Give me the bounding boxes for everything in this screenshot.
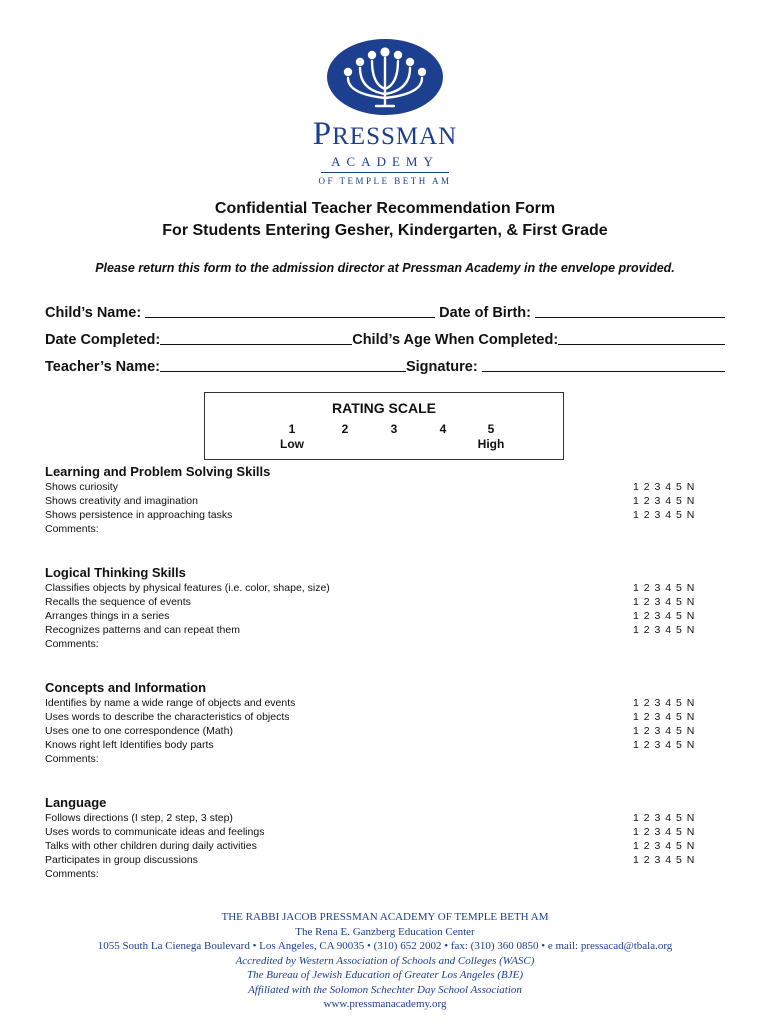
rating-scale-box xyxy=(204,392,564,460)
comments-label: Comments: xyxy=(45,753,99,765)
rating-options[interactable]: 1 2 3 4 5 N xyxy=(633,509,695,521)
footer-accreditation: Accredited by Western Association of Schools and Colleges (WASC) xyxy=(235,954,535,967)
field-row-teacher xyxy=(45,355,725,375)
scale-high-label: High xyxy=(477,437,505,451)
rating-options[interactable]: 1 2 3 4 5 N xyxy=(633,610,695,622)
rating-options[interactable]: 1 2 3 4 5 N xyxy=(633,812,695,824)
footer-address: 1055 South La Cienega Boulevard • Los Angeles, CA 90035 • (310) 652 2002 • fax: (310) 360 0850 • e mail: pressacad@tbala.org xyxy=(97,940,673,952)
scale-number-2: 2 xyxy=(341,422,349,436)
section-learning xyxy=(45,463,705,536)
date-completed-line[interactable] xyxy=(160,328,352,345)
section-language xyxy=(45,794,705,881)
list-item: Follows directions (I step, 2 step, 3 step) 1 2 3 4 5 N xyxy=(45,812,695,824)
date-completed-label: Date Completed: xyxy=(45,332,161,348)
list-item: Uses words to communicate ideas and feelings 1 2 3 4 5 N xyxy=(45,826,695,838)
menorah-children-icon xyxy=(326,38,444,116)
instructions: Please return this form to the admission director at Pressman Academy in the envelope provided. xyxy=(95,261,675,275)
section-concepts xyxy=(45,679,705,766)
teachers-name-line[interactable] xyxy=(160,355,406,372)
list-item: Uses words to describe the characteristics of objects 1 2 3 4 5 N xyxy=(45,711,695,723)
brand-wordmark xyxy=(0,116,770,187)
childs-name-label: Child’s Name: xyxy=(45,305,142,321)
rating-options[interactable]: 1 2 3 4 5 N xyxy=(633,481,695,493)
rating-options[interactable]: 1 2 3 4 5 N xyxy=(633,711,695,723)
rating-options[interactable]: 1 2 3 4 5 N xyxy=(633,495,695,507)
rating-options[interactable]: 1 2 3 4 5 N xyxy=(633,725,695,737)
footer-center-name: The Rena E. Ganzberg Education Center xyxy=(295,925,475,938)
section-title: Language xyxy=(45,795,107,810)
list-item: Knows right left Identifies body parts 1 2 3 4 5 N xyxy=(45,739,695,751)
footer-school-name: THE RABBI JACOB PRESSMAN ACADEMY OF TEMPLE BETH AM xyxy=(221,911,549,923)
footer-affiliation: Affiliated with the Solomon Schechter Day School Association xyxy=(248,983,522,996)
list-item: Recalls the sequence of events 1 2 3 4 5 N xyxy=(45,596,695,608)
scale-number-5: 5 xyxy=(487,422,495,436)
list-item: Identifies by name a wide range of objects and events 1 2 3 4 5 N xyxy=(45,697,695,709)
signature-label: Signature: xyxy=(405,359,478,375)
list-item: Shows creativity and imagination 1 2 3 4 5 N xyxy=(45,495,695,507)
rating-options[interactable]: 1 2 3 4 5 N xyxy=(633,854,695,866)
scale-number-4: 4 xyxy=(439,422,447,436)
childs-age-label: Child’s Age When Completed: xyxy=(352,332,559,348)
comments-label: Comments: xyxy=(45,638,99,650)
list-item: Classifies objects by physical features (i.e. color, shape, size) 1 2 3 4 5 N xyxy=(45,582,695,594)
form-title-line1: Confidential Teacher Recommendation Form xyxy=(214,200,556,217)
rating-options[interactable]: 1 2 3 4 5 N xyxy=(633,826,695,838)
list-item: Participates in group discussions 1 2 3 4 5 N xyxy=(45,854,695,866)
scale-number-3: 3 xyxy=(390,422,398,436)
rating-options[interactable]: 1 2 3 4 5 N xyxy=(633,624,695,636)
childs-name-line[interactable] xyxy=(145,301,435,318)
rating-options[interactable]: 1 2 3 4 5 N xyxy=(633,582,695,594)
brand-subline: OF TEMPLE BETH AM xyxy=(318,176,452,186)
teachers-name-label: Teacher’s Name: xyxy=(45,359,160,375)
section-title: Learning and Problem Solving Skills xyxy=(45,464,271,479)
date-of-birth-line[interactable] xyxy=(535,301,725,318)
list-item: Uses one to one correspondence (Math) 1 2 3 4 5 N xyxy=(45,725,695,737)
list-item: Recognizes patterns and can repeat them 1 2 3 4 5 N xyxy=(45,624,695,636)
childs-age-line[interactable] xyxy=(558,328,725,345)
comments-label: Comments: xyxy=(45,523,99,535)
list-item: Shows curiosity 1 2 3 4 5 N xyxy=(45,481,695,493)
footer-bureau: The Bureau of Jewish Education of Greater Los Angeles (BJE) xyxy=(246,969,524,981)
list-item: Arranges things in a series 1 2 3 4 5 N xyxy=(45,610,695,622)
list-item: Talks with other children during daily activities 1 2 3 4 5 N xyxy=(45,840,695,852)
rating-options[interactable]: 1 2 3 4 5 N xyxy=(633,697,695,709)
list-item: Shows persistence in approaching tasks 1 2 3 4 5 N xyxy=(45,509,695,521)
rating-options[interactable]: 1 2 3 4 5 N xyxy=(633,840,695,852)
footer xyxy=(0,910,770,1012)
date-of-birth-label: Date of Birth: xyxy=(439,305,531,321)
scale-number-1: 1 xyxy=(288,422,296,436)
form-title xyxy=(0,198,770,242)
brand-academy: ACADEMY xyxy=(331,154,439,169)
comments-label: Comments: xyxy=(45,868,99,880)
rating-scale-title: RATING SCALE xyxy=(332,400,436,416)
brand-divider xyxy=(321,172,449,173)
rating-options[interactable]: 1 2 3 4 5 N xyxy=(633,596,695,608)
form-title-line2: For Students Entering Gesher, Kindergarten, & First Grade xyxy=(162,222,608,239)
section-logical xyxy=(45,564,705,651)
footer-website[interactable]: www.pressmanacademy.org xyxy=(323,998,447,1010)
logo xyxy=(0,38,770,116)
field-row-name xyxy=(45,301,725,321)
section-title: Logical Thinking Skills xyxy=(45,565,186,580)
scale-low-label: Low xyxy=(280,437,304,451)
brand-name: PRESSMAN xyxy=(312,116,458,152)
field-row-date xyxy=(45,328,725,348)
rating-options[interactable]: 1 2 3 4 5 N xyxy=(633,739,695,751)
signature-line[interactable] xyxy=(482,355,725,372)
section-title: Concepts and Information xyxy=(45,680,207,695)
